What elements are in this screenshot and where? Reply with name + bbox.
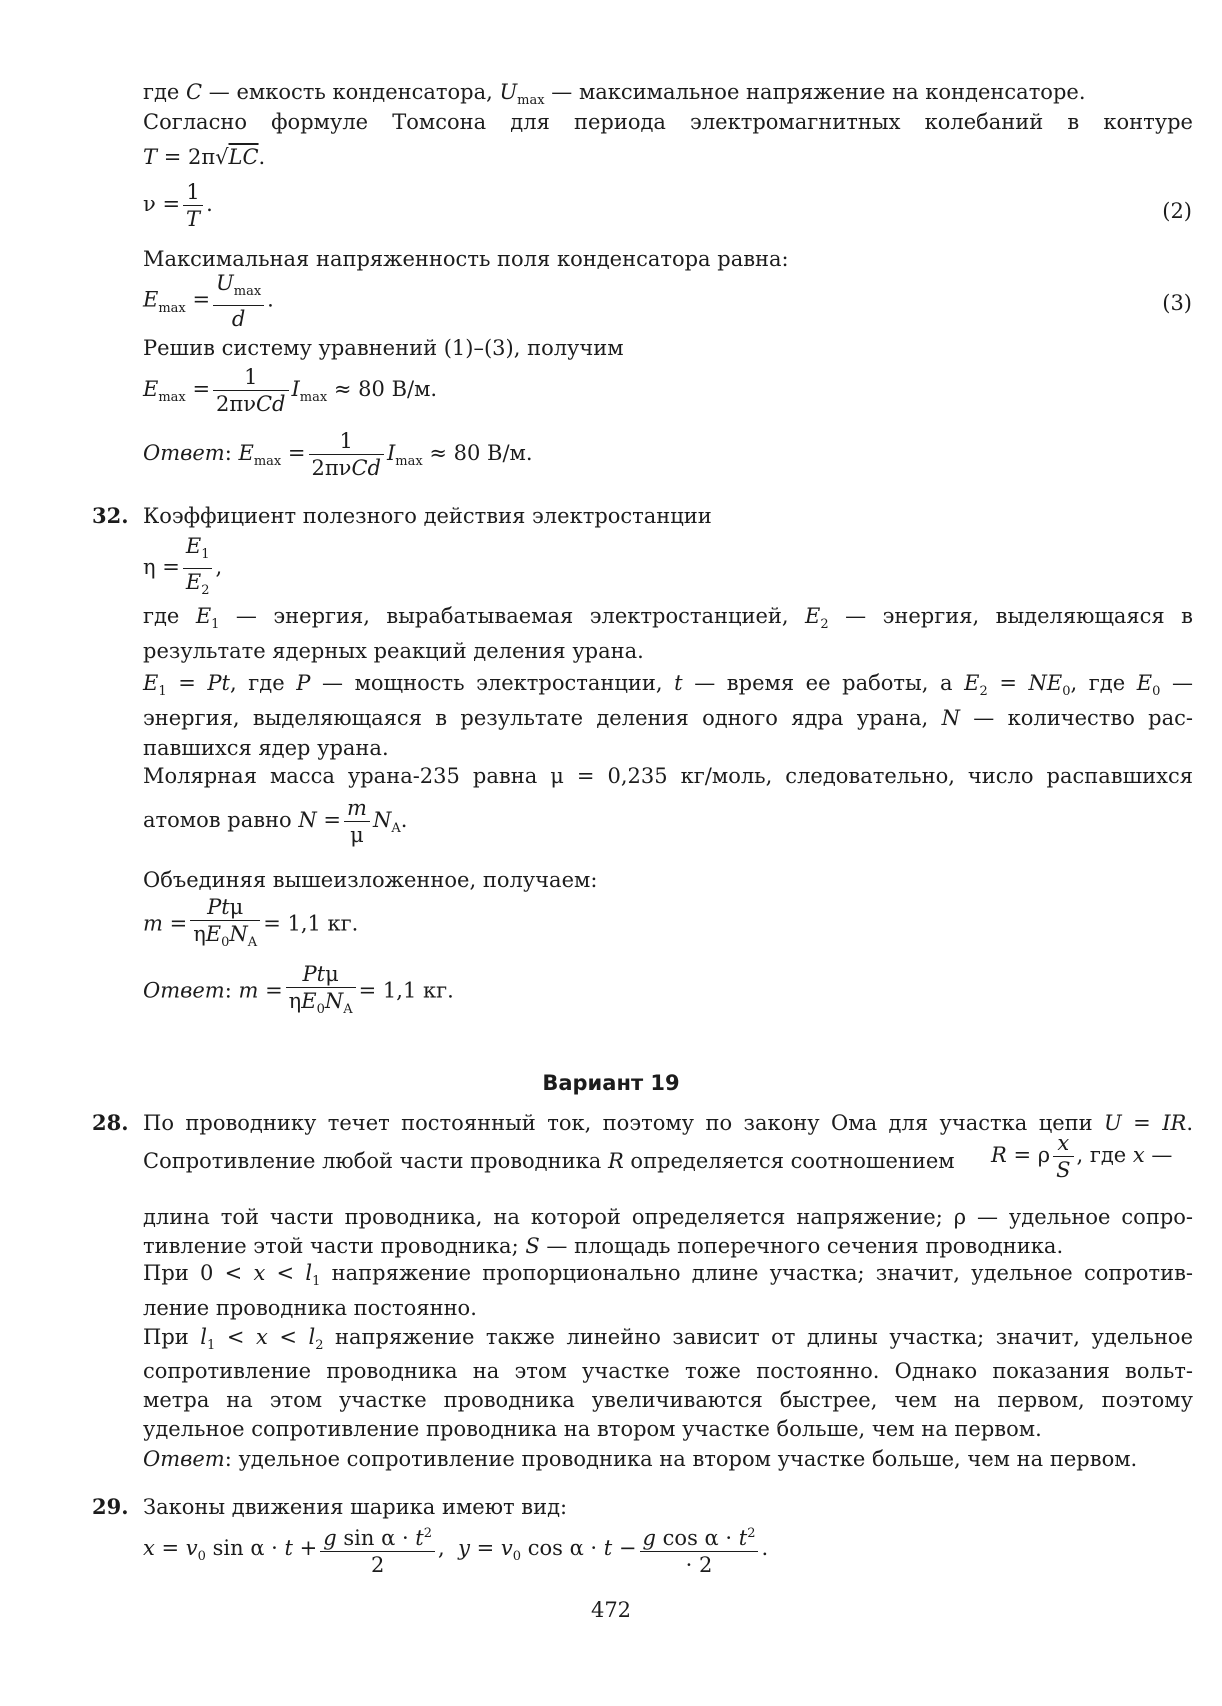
page-number: 472 [590,1598,632,1622]
problem-number: 32. [92,503,129,528]
text-line: При $l_1 < x < l_2$ напряжение также линейно зависит от длины участка; значит, удельное [143,1325,1194,1354]
answer-line: Ответ: $E_{max}$ = $\frac{1}{\text{2πνCd}}$ $I_{max} \approx 80$ В/м. [143,429,533,480]
text-line: метра на этом участке проводника увеличиваются быстрее, чем на первом, поэтому [143,1388,1193,1412]
answer-line: Ответ: удельное сопротивление проводника на втором участке больше, чем на первом. [143,1447,1138,1471]
text-line: длина той части проводника, на которой определяется напряжение; ρ — удельное сопро- [143,1205,1193,1229]
text-line: результате ядерных реакций деления урана. [143,639,644,663]
text-line: тивление этой части проводника; S — площадь поперечного сечения проводника. [143,1234,1064,1258]
text-line: Объединяя вышеизложенное, получаем: [143,868,598,892]
text-line: Коэффициент полезного действия электростанции [143,504,712,528]
formula-number-of-atoms: атомов равно N = $\frac{m}{\mu}$ $N_A$. [143,796,408,847]
text-line: где $E_1$ — энергия, вырабатываемая электростанцией, $E_2$ — энергия, выделяющаяся в [143,604,1193,633]
formula-thomson: T = 2π√LC. [143,145,266,169]
text-line: Решив систему уравнений (1)–(3), получим [143,336,624,360]
answer-line: Ответ: m = $\frac{\text{Ptμ}}{\eta E_0N_A}$ = 1,1 кг. [143,962,454,1018]
text-line: павшихся ядер урана. [143,736,389,760]
formula-mass: m = $\frac{\text{Ptμ}}{\eta E_0N_A}$ = 1,1 кг. [143,895,359,951]
text-line: энергия, выделяющаяся в результате деления одного ядра урана, N — количество рас- [143,706,1193,730]
section-heading: Вариант 19 [542,1071,680,1095]
equation-number: (2) [1162,199,1192,223]
formula-motion-laws: $x = v_0$ sin α · t + $\frac{g \sin \alpha \cdot t^2}{2}$ , $y = v_0$ cos α · t − $\frac{g \cos \alpha \cdot t^2}{\cdot 2}$ . [143,1521,768,1578]
text-line: Молярная масса урана-235 равна μ = 0,235 кг/моль, следовательно, число распавшихся [143,764,1193,788]
text-line: Сопротивление любой части проводника R определяется соотношением R = ρ $\frac{x}{S}$ , где x — [143,1131,1173,1182]
text-line: сопротивление проводника на этом участке тоже постоянно. Однако показания вольт- [143,1359,1193,1383]
text-line: По проводнику течет постоянный ток, поэтому по закону Ома для участка цепи U = IR. [143,1111,1193,1135]
equation-number: (3) [1162,291,1192,315]
text-line: Законы движения шарика имеют вид: [143,1495,568,1519]
text-line: ление проводника постоянно. [143,1296,477,1320]
formula-emax: $E_{max}$ = $\frac{U_{max}}{d}$ . [143,271,274,332]
problem-number: 29. [92,1494,129,1519]
text-line: Максимальная напряженность поля конденсатора равна: [143,247,789,271]
text-line: При $0 < x < l_1$ напряжение пропорционально длине участка; значит, удельное сопротив- [143,1261,1193,1290]
formula-frequency: ν = $\frac{1}{T}$ . [143,180,213,231]
text-line: удельное сопротивление проводника на втором участке больше, чем на первом. [143,1417,1042,1441]
text-line: $E_1 = Pt$, где P — мощность электростанции, t — время ее работы, а $E_2 = NE_0$, где $E_0$ — [143,671,1193,700]
text-line: Согласно формуле Томсона для периода электромагнитных колебаний в контуре [143,110,1193,134]
problem-number: 28. [92,1110,129,1135]
formula-efficiency: η = $\frac{E_1}{E_2}$ , [143,534,223,599]
text-line: где C — емкость конденсатора, $U_{max}$ — максимальное напряжение на конденсаторе. [143,80,1086,109]
formula-emax-result: $E_{max}$ = $\frac{1}{\text{2πνCd}}$ $I_{max} \approx 80$ В/м. [143,365,438,416]
